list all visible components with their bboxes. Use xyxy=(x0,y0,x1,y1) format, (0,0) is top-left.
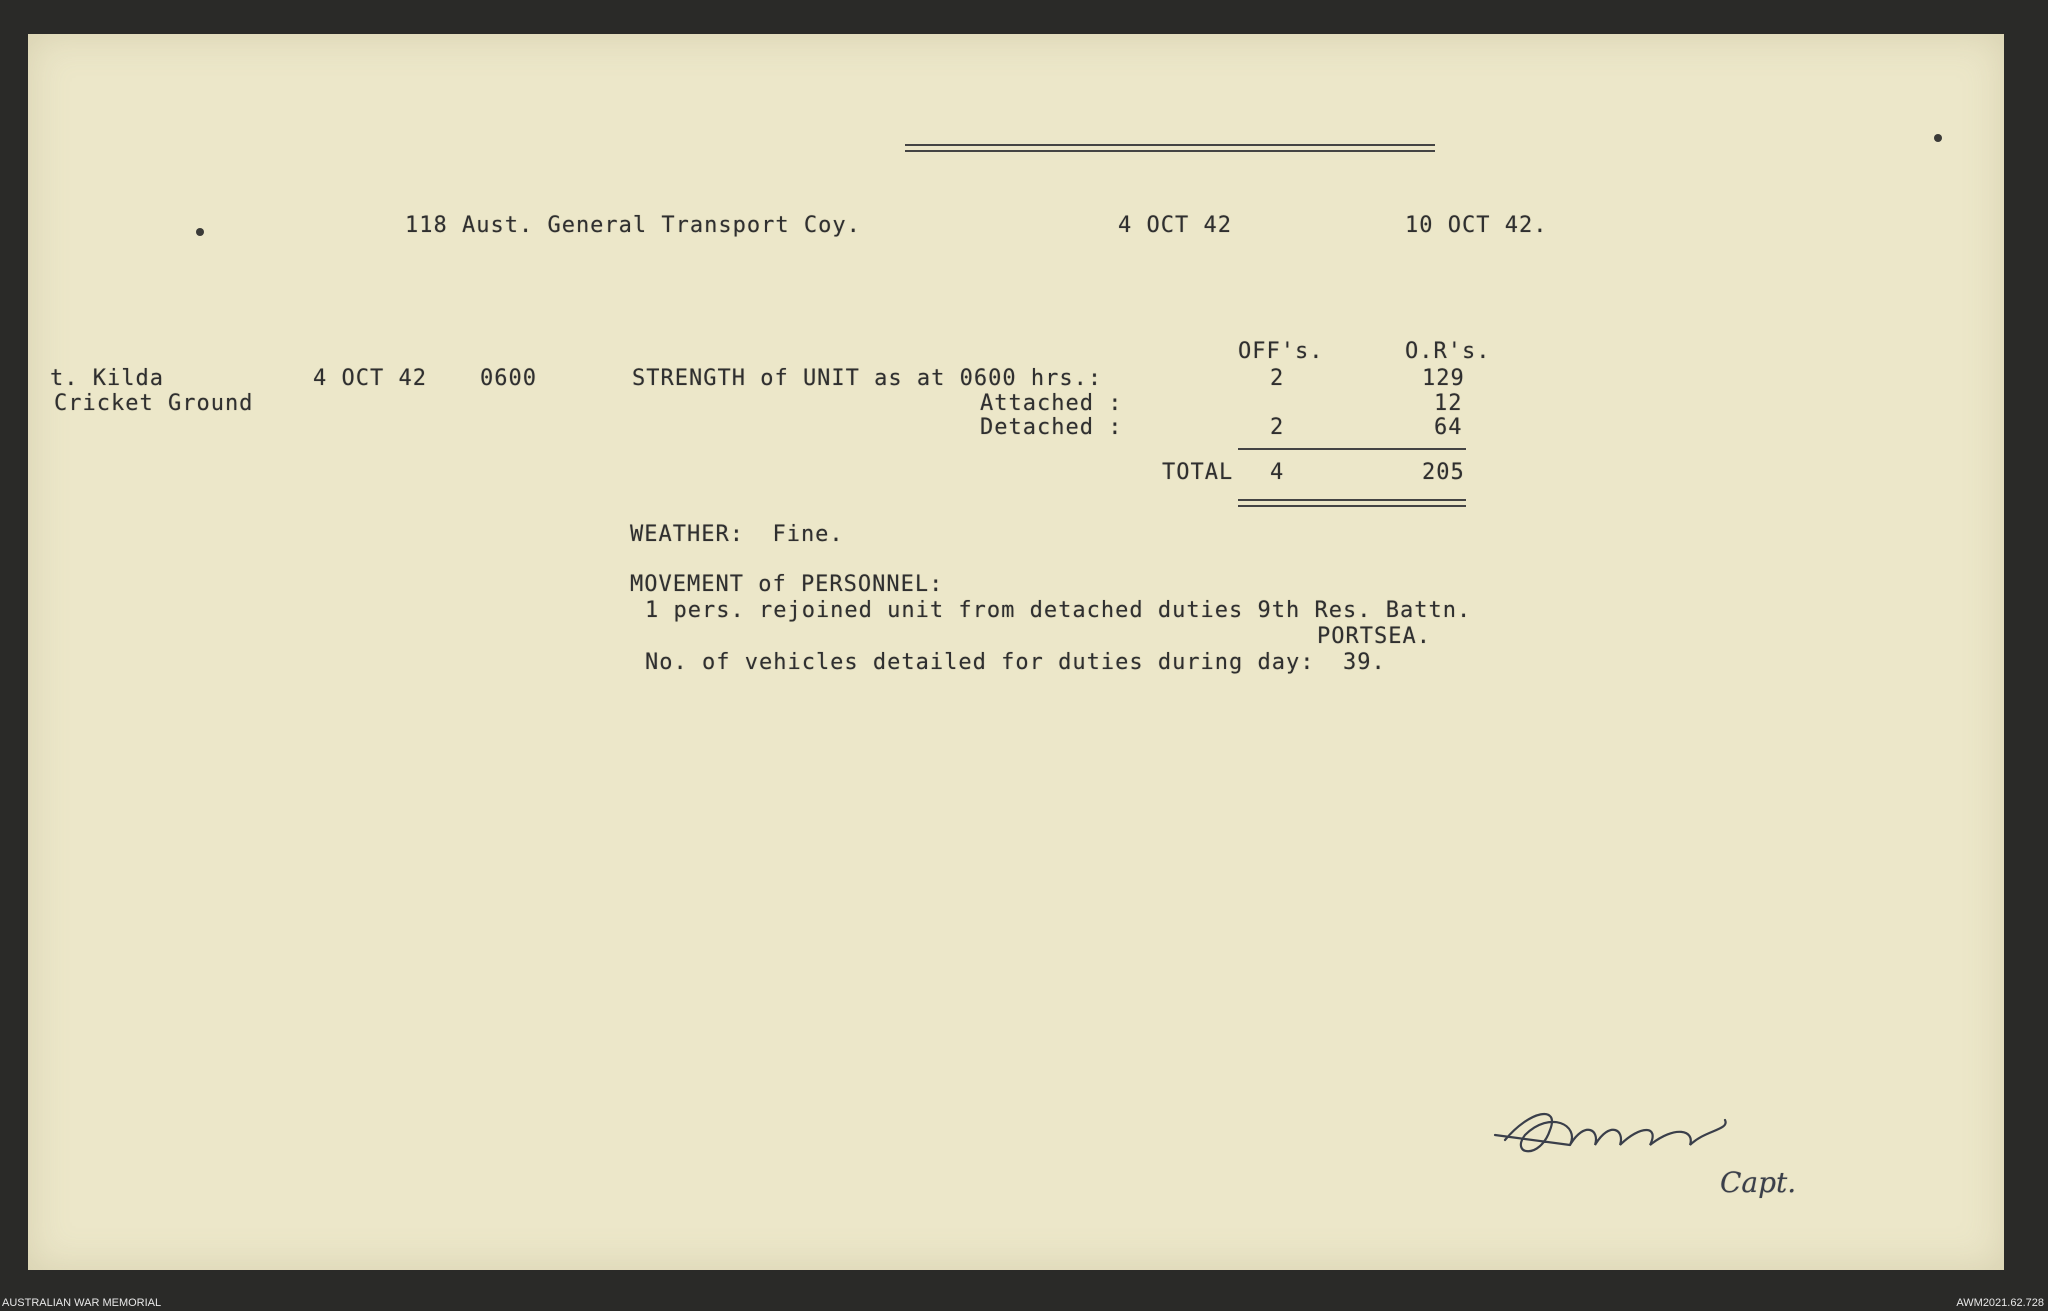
movement-line-1: 1 pers. rejoined unit from detached duties 9th Res. Battn. xyxy=(645,598,1472,623)
vehicles-line: No. of vehicles detailed for duties during day: 39. xyxy=(645,650,1386,675)
attached-label: Attached : xyxy=(980,391,1123,416)
signature xyxy=(1490,1100,1870,1214)
place-line-2: Cricket Ground xyxy=(54,391,254,416)
punch-hole-left xyxy=(196,228,204,236)
total-rule-top xyxy=(1238,448,1466,450)
entry-date: 4 OCT 42 xyxy=(313,366,427,391)
movement-line-2: PORTSEA. xyxy=(1317,624,1431,649)
entry-time: 0600 xyxy=(480,366,537,391)
unit-name: 118 Aust. General Transport Coy. xyxy=(405,213,861,238)
detached-others: 64 xyxy=(1434,415,1463,440)
attached-others: 12 xyxy=(1434,391,1463,416)
total-label: TOTAL xyxy=(1162,460,1234,485)
footer-credit: AUSTRALIAN WAR MEMORIAL xyxy=(2,1297,162,1309)
weather: WEATHER: Fine. xyxy=(630,522,844,547)
place-line-1: t. Kilda xyxy=(50,366,164,391)
total-rule-bottom xyxy=(1238,499,1466,507)
detached-officers: 2 xyxy=(1270,415,1285,440)
row1-officers: 2 xyxy=(1270,366,1285,391)
header-rule xyxy=(905,144,1435,152)
date-to: 10 OCT 42. xyxy=(1405,213,1548,238)
col-others: O.R's. xyxy=(1405,339,1491,364)
strength-heading: STRENGTH of UNIT as at 0600 hrs.: xyxy=(632,366,1103,391)
movement-heading: MOVEMENT of PERSONNEL: xyxy=(630,572,944,597)
total-officers: 4 xyxy=(1270,460,1285,485)
date-from: 4 OCT 42 xyxy=(1118,213,1232,238)
row1-others: 129 xyxy=(1422,366,1465,391)
col-officers: OFF's. xyxy=(1238,339,1324,364)
signature-scribble xyxy=(1490,1100,1870,1210)
punch-hole-right xyxy=(1934,134,1942,142)
signature-rank: Capt. xyxy=(1720,1166,1797,1199)
total-others: 205 xyxy=(1422,460,1465,485)
footer-id: AWM2021.62.728 xyxy=(1956,1297,2044,1309)
detached-label: Detached : xyxy=(980,415,1123,440)
